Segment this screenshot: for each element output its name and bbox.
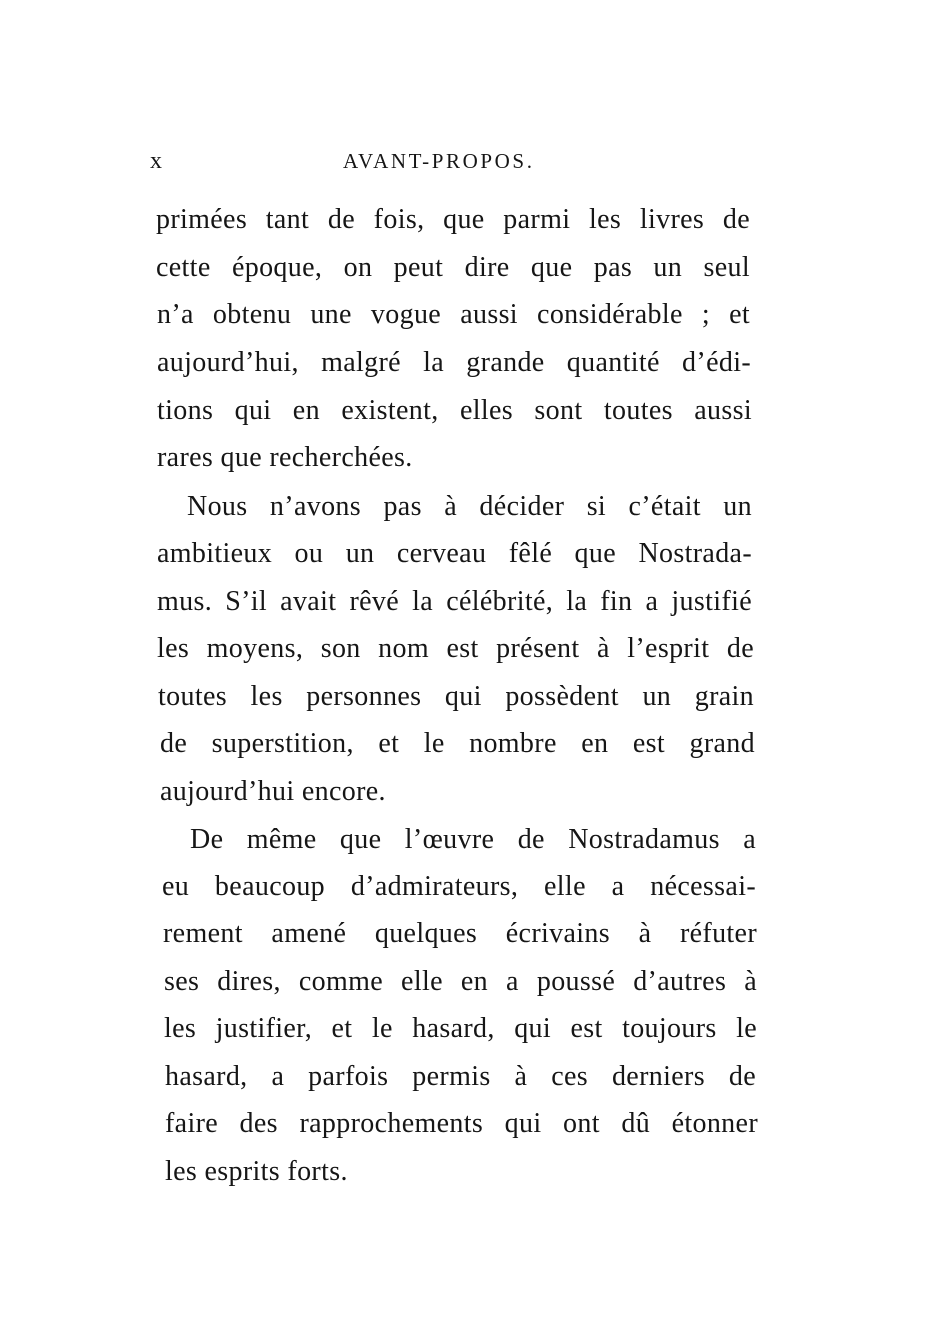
running-title: AVANT-PROPOS.	[343, 149, 535, 173]
text-line: ambitieux ou un cerveau fêlé que Nostrada-	[157, 538, 752, 569]
text-line: primées tant de fois, que parmi les livres de	[156, 204, 750, 235]
page-number: x	[150, 148, 162, 174]
text-line: tions qui en existent, elles sont toutes aussi	[157, 395, 752, 426]
text-line: cette époque, on peut dire que pas un seul	[156, 252, 750, 283]
text-line: toutes les personnes qui possèdent un grain	[158, 681, 754, 712]
text-line: hasard, a parfois permis à ces derniers de	[165, 1061, 756, 1092]
text-line: faire des rapprochements qui ont dû étonner	[165, 1108, 758, 1139]
text-line: de superstition, et le nombre en est grand	[160, 728, 755, 759]
text-line: rement amené quelques écrivains à réfuter	[163, 918, 757, 949]
text-line: les esprits forts.	[165, 1156, 348, 1187]
text-line: n’a obtenu une vogue aussi considérable ; et	[157, 299, 750, 330]
text-line: mus. S’il avait rêvé la célébrité, la fin a justifié	[157, 586, 752, 617]
text-line: aujourd’hui encore.	[160, 776, 386, 807]
text-line: Nous n’avons pas à décider si c’était un	[187, 491, 752, 522]
text-line: ses dires, comme elle en a poussé d’autres à	[164, 966, 757, 997]
text-line: De même que l’œuvre de Nostradamus a	[190, 824, 756, 855]
text-line: les justifier, et le hasard, qui est toujours le	[164, 1013, 757, 1044]
text-line: rares que recherchées.	[157, 442, 413, 473]
text-line: aujourd’hui, malgré la grande quantité d’édi-	[157, 347, 751, 378]
text-line: eu beaucoup d’admirateurs, elle a nécessai-	[162, 871, 756, 902]
text-line: les moyens, son nom est présent à l’esprit de	[157, 633, 754, 664]
